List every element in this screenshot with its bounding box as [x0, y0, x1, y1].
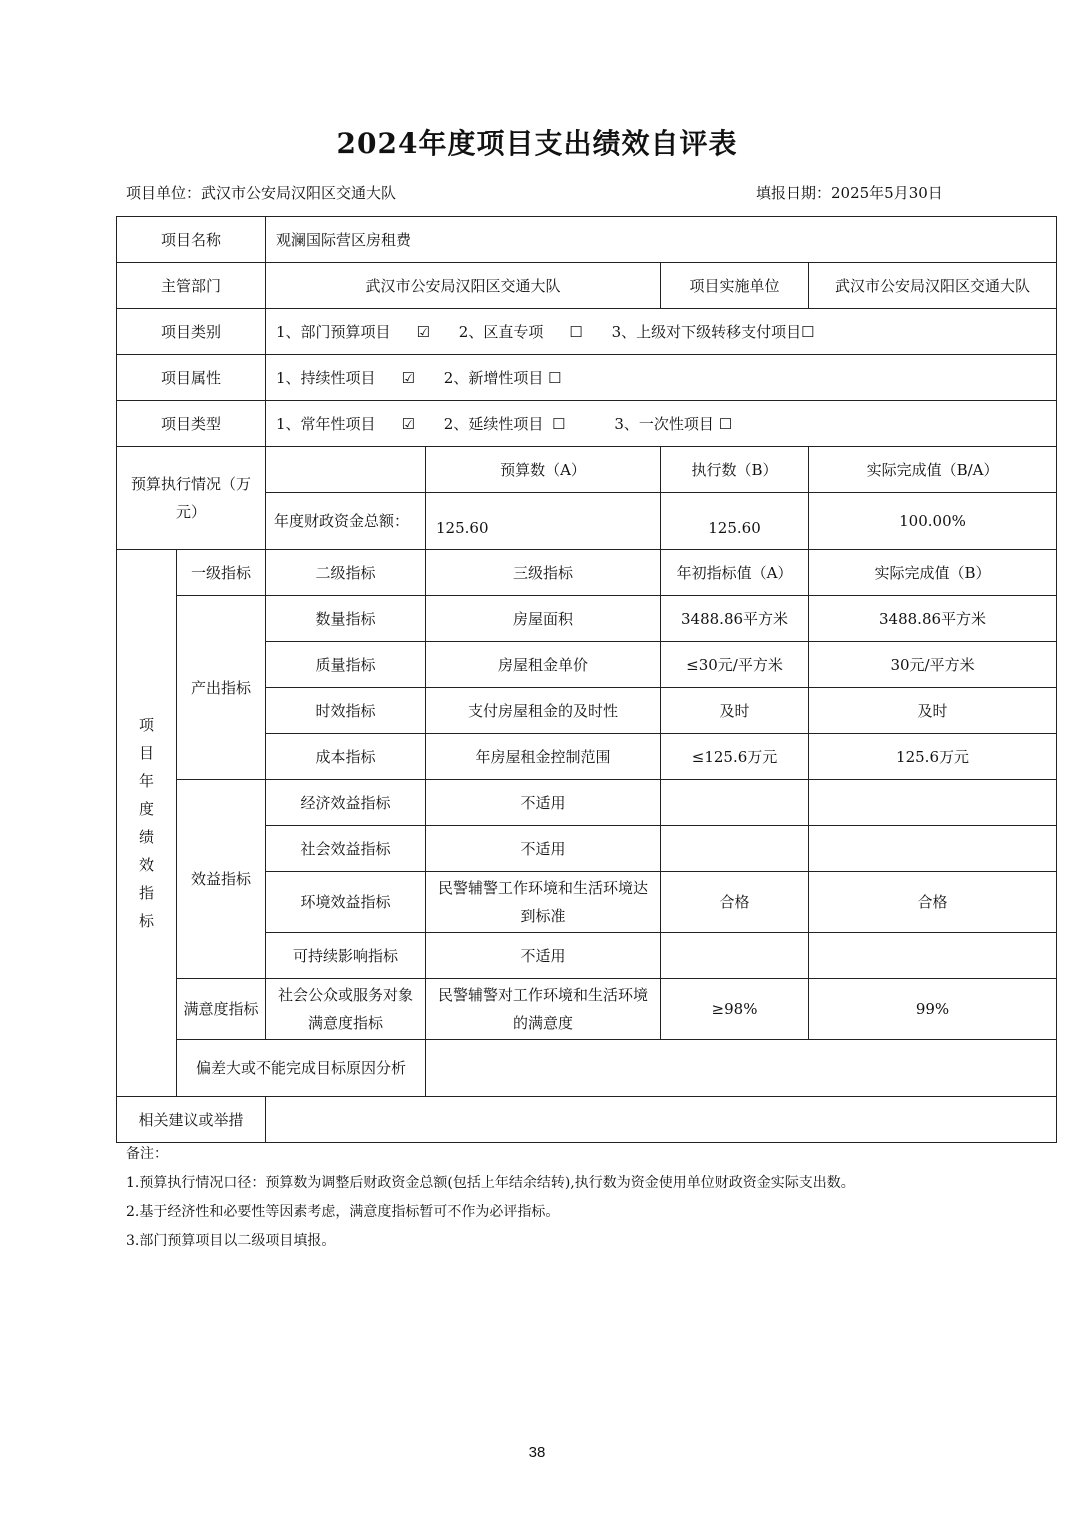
satisfaction-target: ≥98%	[661, 979, 809, 1040]
row-type	[117, 401, 1057, 447]
output-l3: 支付房屋租金的及时性	[426, 688, 661, 734]
output-label: 产出指标	[177, 596, 266, 780]
budget-b-value: 125.60	[708, 519, 761, 537]
notes	[126, 1140, 855, 1256]
project-name-value: 观澜国际营区房租费	[266, 217, 1057, 263]
benefit-actual: 合格	[809, 872, 1057, 933]
output-actual: 30元/平方米	[809, 642, 1057, 688]
type-checkbox-2: ☐	[552, 414, 566, 433]
row-indicator-head	[117, 550, 1057, 596]
benefit-l3: 民警辅警工作环境和生活环境达到标准	[426, 872, 661, 933]
benefit-l2: 可持续影响指标	[266, 933, 426, 979]
benefit-target	[661, 933, 809, 979]
category-option-3: 3、上级对下级转移支付项目	[611, 322, 802, 341]
impl-value: 武汉市公安局汉阳区交通大队	[809, 263, 1057, 309]
satisfaction-l2: 社会公众或服务对象满意度指标	[266, 979, 426, 1040]
output-actual: 及时	[809, 688, 1057, 734]
output-l2: 成本指标	[266, 734, 426, 780]
category-checkbox-2: ☐	[569, 322, 583, 341]
attr-options	[266, 355, 1057, 401]
benefit-target	[661, 780, 809, 826]
output-target: ≤30元/平方米	[661, 642, 809, 688]
page-number: 38	[528, 1444, 546, 1461]
row-category	[117, 309, 1057, 355]
benefit-l3: 不适用	[426, 826, 661, 872]
output-l2: 数量指标	[266, 596, 426, 642]
attr-checkbox-1: ☑	[401, 368, 416, 387]
page-title: 2024年度项目支出绩效自评表	[336, 127, 738, 160]
category-option-1: 1、部门预算项目	[276, 322, 391, 341]
benefit-l3: 不适用	[426, 933, 661, 979]
head-target: 年初指标值（A）	[661, 550, 809, 596]
project-name-label: 项目名称	[117, 217, 266, 263]
output-l2: 时效指标	[266, 688, 426, 734]
dept-label: 主管部门	[117, 263, 266, 309]
note-item: 3.部门预算项目以二级项目填报。	[126, 1233, 336, 1249]
output-actual: 125.6万元	[809, 734, 1057, 780]
type-options	[266, 401, 1057, 447]
impl-label: 项目实施单位	[661, 263, 809, 309]
type-checkbox-3: ☐	[718, 414, 733, 433]
benefit-label: 效益指标	[177, 780, 266, 979]
satisfaction-actual: 99%	[809, 979, 1057, 1040]
benefit-l2: 环境效益指标	[266, 872, 426, 933]
head-l3: 三级指标	[426, 550, 661, 596]
budget-col-ratio: 实际完成值（B/A）	[809, 447, 1057, 493]
type-option-3: 3、一次性项目	[614, 414, 714, 433]
output-l3: 房屋面积	[426, 596, 661, 642]
budget-a-value: 125.60	[436, 519, 489, 537]
output-target: 3488.86平方米	[661, 596, 809, 642]
row-suggest	[117, 1097, 1057, 1143]
table-row	[117, 780, 1057, 826]
benefit-actual	[809, 826, 1057, 872]
type-checkbox-1: ☑	[401, 414, 416, 433]
project-unit: 项目单位：武汉市公安局汉阳区交通大队	[126, 184, 397, 202]
suggest-label: 相关建议或举措	[117, 1097, 266, 1143]
attr-option-2: 2、新增性项目	[443, 368, 544, 387]
category-checkbox-3: ☐	[801, 322, 815, 341]
notes-heading: 备注：	[126, 1146, 168, 1162]
budget-a-cell	[426, 493, 661, 550]
table-row	[117, 596, 1057, 642]
head-actual: 实际完成值（B）	[809, 550, 1057, 596]
row-dept	[117, 263, 1057, 309]
row-deviation	[117, 1040, 1057, 1097]
category-label: 项目类别	[117, 309, 266, 355]
budget-b-cell	[661, 493, 809, 550]
dept-value: 武汉市公安局汉阳区交通大队	[266, 263, 661, 309]
budget-row-label: 年度财政资金总额：	[266, 493, 426, 550]
budget-ratio-value: 100.00%	[809, 493, 1057, 550]
category-checkbox-1: ☑	[416, 322, 431, 341]
benefit-actual	[809, 780, 1057, 826]
type-label: 项目类型	[117, 401, 266, 447]
evaluation-table	[116, 216, 1057, 1143]
output-actual: 3488.86平方米	[809, 596, 1057, 642]
benefit-l2: 社会效益指标	[266, 826, 426, 872]
note-item: 1.预算执行情况口径：预算数为调整后财政资金总额(包括上年结余结转),执行数为资金使用单位财政资金实际支出数。	[126, 1175, 855, 1191]
row-budget-head	[117, 447, 1057, 493]
output-target: 及时	[661, 688, 809, 734]
budget-col-b: 执行数（B）	[661, 447, 809, 493]
output-l2: 质量指标	[266, 642, 426, 688]
report-date: 填报日期：2025年5月30日	[756, 184, 943, 202]
deviation-label: 偏差大或不能完成目标原因分析	[177, 1040, 426, 1097]
benefit-actual	[809, 933, 1057, 979]
output-l3: 年房屋租金控制范围	[426, 734, 661, 780]
category-options	[266, 309, 1057, 355]
budget-head-empty	[266, 447, 426, 493]
head-l2: 二级指标	[266, 550, 426, 596]
head-l1: 一级指标	[177, 550, 266, 596]
attr-checkbox-2: ☐	[548, 368, 562, 387]
attr-label: 项目属性	[117, 355, 266, 401]
row-attr	[117, 355, 1057, 401]
table-row	[117, 979, 1057, 1040]
deviation-value	[426, 1040, 1057, 1097]
benefit-l2: 经济效益指标	[266, 780, 426, 826]
row-project-name	[117, 217, 1057, 263]
type-option-2: 2、延续性项目	[443, 414, 544, 433]
benefit-target	[661, 826, 809, 872]
output-l3: 房屋租金单价	[426, 642, 661, 688]
type-option-1: 1、常年性项目	[276, 414, 376, 433]
category-option-2: 2、区直专项	[458, 322, 544, 341]
note-item: 2.基于经济性和必要性等因素考虑，满意度指标暂可不作为必评指标。	[126, 1204, 560, 1220]
benefit-l3: 不适用	[426, 780, 661, 826]
output-target: ≤125.6万元	[661, 734, 809, 780]
suggest-value	[266, 1097, 1057, 1143]
budget-col-a: 预算数（A）	[426, 447, 661, 493]
indicator-section-label: 项目年度绩效指标	[117, 550, 177, 1097]
attr-option-1: 1、持续性项目	[276, 368, 376, 387]
satisfaction-label: 满意度指标	[177, 979, 266, 1040]
satisfaction-l3: 民警辅警对工作环境和生活环境的满意度	[426, 979, 661, 1040]
benefit-target: 合格	[661, 872, 809, 933]
budget-label: 预算执行情况（万元）	[117, 447, 266, 550]
